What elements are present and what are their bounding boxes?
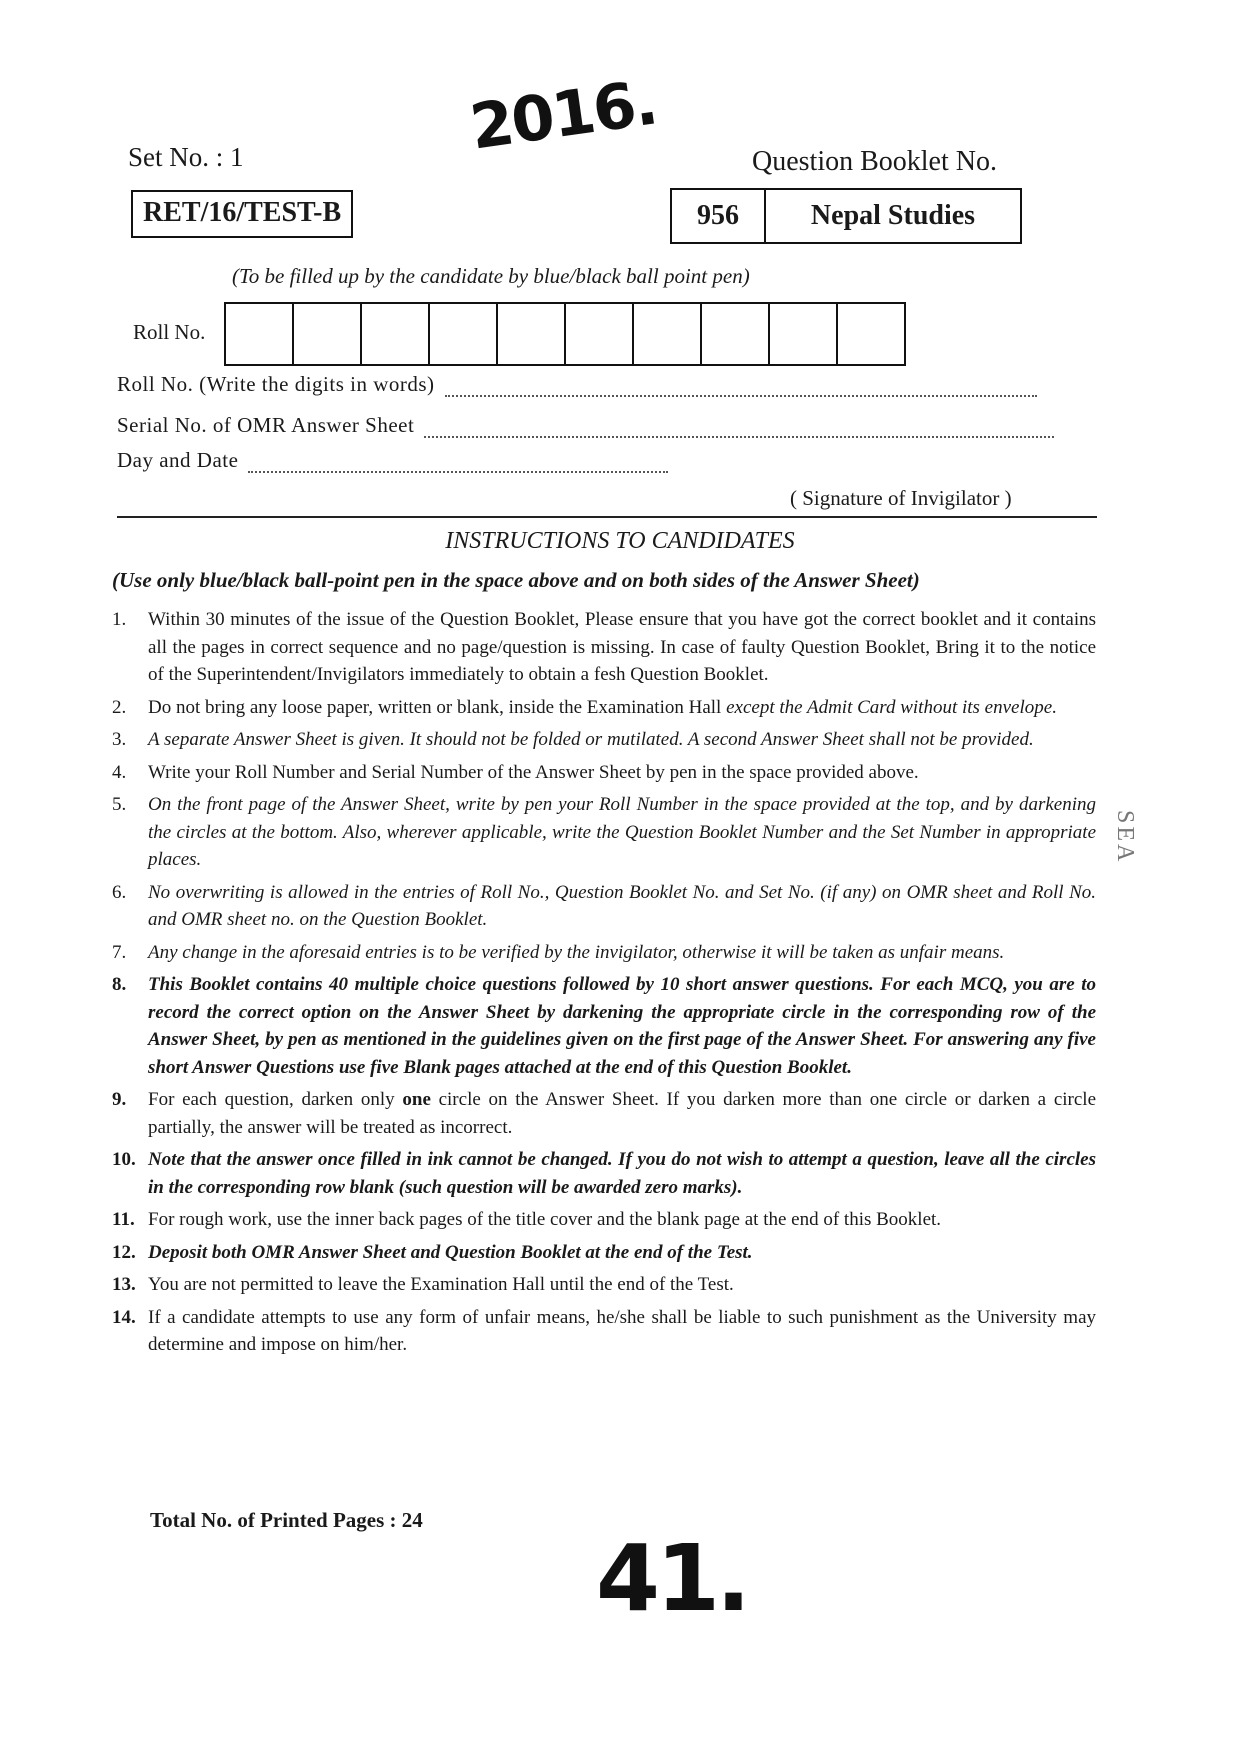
instruction-text-emphasis: one [402, 1089, 431, 1110]
instruction-text-emphasis: except the Admit Card without its envelope. [726, 696, 1057, 718]
roll-words-field[interactable] [117, 372, 1037, 397]
roll-digit-box[interactable] [498, 304, 566, 364]
instruction-text: A separate Answer Sheet is given. It should not be folded or mutilated. A second Answer Sheet shall not be provided. [148, 729, 1034, 750]
instruction-item [112, 939, 1096, 967]
divider [117, 516, 1097, 518]
instruction-number: 9. [112, 1089, 127, 1110]
instruction-number: 6. [112, 881, 127, 903]
instruction-item [112, 971, 1096, 1081]
handwritten-year: 2016. [465, 65, 661, 164]
instruction-item [112, 1086, 1096, 1141]
instruction-text: Any change in the aforesaid entries is to be verified by the invigilator, otherwise it will be taken as unfair means. [148, 941, 1005, 963]
roll-digit-box[interactable] [430, 304, 498, 364]
instruction-item [112, 791, 1096, 874]
omr-serial-line[interactable] [424, 420, 1054, 438]
roll-digit-box[interactable] [702, 304, 770, 364]
instruction-text: On the front page of the Answer Sheet, write by pen your Roll Number in the space provided at the top, and by darkening the circles at the bottom. Also, wherever applicable, write the Question Booklet Number and the Set Number in appropriate places. [148, 794, 1096, 870]
day-date-line[interactable] [248, 455, 668, 473]
omr-serial-field[interactable] [117, 413, 1054, 438]
instruction-text-plain: Do not bring any loose paper, written or blank, inside the Examination Hall [148, 696, 722, 718]
omr-serial-label: Serial No. of OMR Answer Sheet [117, 413, 415, 437]
roll-number-grid[interactable] [224, 302, 906, 366]
fill-note: (To be filled up by the candidate by blue/black ball point pen) [232, 264, 750, 288]
instruction-number: 13. [112, 1274, 136, 1295]
instruction-text [148, 694, 1096, 722]
instructions-title: INSTRUCTIONS TO CANDIDATES [445, 528, 795, 554]
roll-number-label: Roll No. [133, 320, 206, 344]
instruction-number: 1. [112, 609, 127, 630]
roll-digit-box[interactable] [566, 304, 634, 364]
instruction-number: 3. [112, 729, 127, 750]
roll-digit-box[interactable] [226, 304, 294, 364]
roll-words-label: Roll No. (Write the digits in words) [117, 372, 435, 396]
instructions-list [112, 606, 1096, 1364]
handwritten-page-count: 41. [596, 1525, 747, 1632]
instruction-text [148, 1086, 1096, 1141]
total-printed-pages: Total No. of Printed Pages : 24 [150, 1508, 423, 1532]
instruction-text-plain: For each question, darken only [148, 1089, 395, 1110]
instruction-number: 11. [112, 1209, 135, 1230]
instruction-text: No overwriting is allowed in the entries of Roll No., Question Booklet No. and Set No. (if any) on OMR sheet and Roll No. and OMR sheet no. on the Question Booklet. [148, 881, 1096, 930]
instruction-text: For rough work, use the inner back pages of the title cover and the blank page at the end of this Booklet. [148, 1209, 942, 1230]
instruction-text: If a candidate attempts to use any form of unfair means, he/she shall be liable to such punishment as the University may determine and impose on him/her. [148, 1306, 1096, 1355]
day-date-field[interactable] [117, 448, 668, 473]
roll-digit-box[interactable] [294, 304, 362, 364]
instruction-text: Note that the answer once filled in ink cannot be changed. If you do not wish to attempt a question, leave all the circles in the corresponding row blank (such question will be awarded zero marks). [148, 1149, 1096, 1198]
booklet-number: 956 [672, 190, 766, 242]
roll-digit-box[interactable] [634, 304, 702, 364]
roll-digit-box[interactable] [770, 304, 838, 364]
booklet-subject: Nepal Studies [810, 200, 976, 231]
margin-stamp: SEA [1112, 810, 1138, 865]
booklet-number-box [670, 188, 1022, 244]
instruction-text-plain: circle on the Answer Sheet. If you darken more than one circle or darken a circle partially, the answer will be treated as incorrect. [148, 1089, 1097, 1138]
instruction-number: 8. [112, 974, 127, 995]
instruction-item [112, 694, 1096, 722]
instruction-text: Write your Roll Number and Serial Number of the Answer Sheet by pen in the space provided above. [148, 761, 919, 783]
instructions-subtitle: (Use only blue/black ball-point pen in the space above and on both sides of the Answer Sheet) [112, 568, 920, 592]
instruction-item [112, 1206, 1096, 1234]
day-date-label: Day and Date [117, 448, 239, 472]
instruction-number: 12. [112, 1241, 136, 1263]
instruction-number: 7. [112, 941, 127, 963]
instruction-item [112, 1239, 1096, 1267]
instruction-number: 5. [112, 794, 127, 815]
instruction-number: 14. [112, 1306, 136, 1328]
booklet-number-label: Question Booklet No. [752, 146, 997, 177]
instruction-item [112, 1146, 1096, 1201]
roll-digit-box[interactable] [838, 304, 904, 364]
instruction-item [112, 606, 1096, 689]
instruction-number: 10. [112, 1149, 136, 1170]
instruction-number: 2. [112, 696, 127, 718]
instruction-item [112, 879, 1096, 934]
instruction-text: Within 30 minutes of the issue of the Question Booklet, Please ensure that you have got the correct booklet and it contains all the pages in correct sequence and no page/question is missing. In case of faulty Question Booklet, Bring it to the notice of the Superintendent/Invigilators immediately to obtain a fesh Question Booklet. [148, 609, 1096, 685]
invigilator-signature-label: ( Signature of Invigilator ) [790, 486, 1012, 510]
test-code-box: RET/16/TEST-B [131, 190, 353, 238]
instruction-item [112, 1271, 1096, 1299]
instruction-number: 4. [112, 761, 127, 783]
roll-words-line[interactable] [445, 379, 1037, 397]
instruction-text: Deposit both OMR Answer Sheet and Question Booklet at the end of the Test. [148, 1241, 753, 1263]
set-number: Set No. : 1 [128, 142, 244, 172]
instruction-item [112, 1304, 1096, 1359]
instruction-item [112, 726, 1096, 754]
roll-digit-box[interactable] [362, 304, 430, 364]
instruction-text: You are not permitted to leave the Examination Hall until the end of the Test. [148, 1274, 734, 1295]
instruction-item [112, 759, 1096, 787]
instruction-text: This Booklet contains 40 multiple choice questions followed by 10 short answer questions. For each MCQ, you are to record the correct option on the Answer Sheet by darkening the appropriate circle in the corresponding row of the Answer Sheet, by pen as mentioned in the guidelines given on the first page of the Answer Sheet. For answering any five short Answer Questions use five Blank pages attached at the end of this Question Booklet. [148, 974, 1096, 1078]
